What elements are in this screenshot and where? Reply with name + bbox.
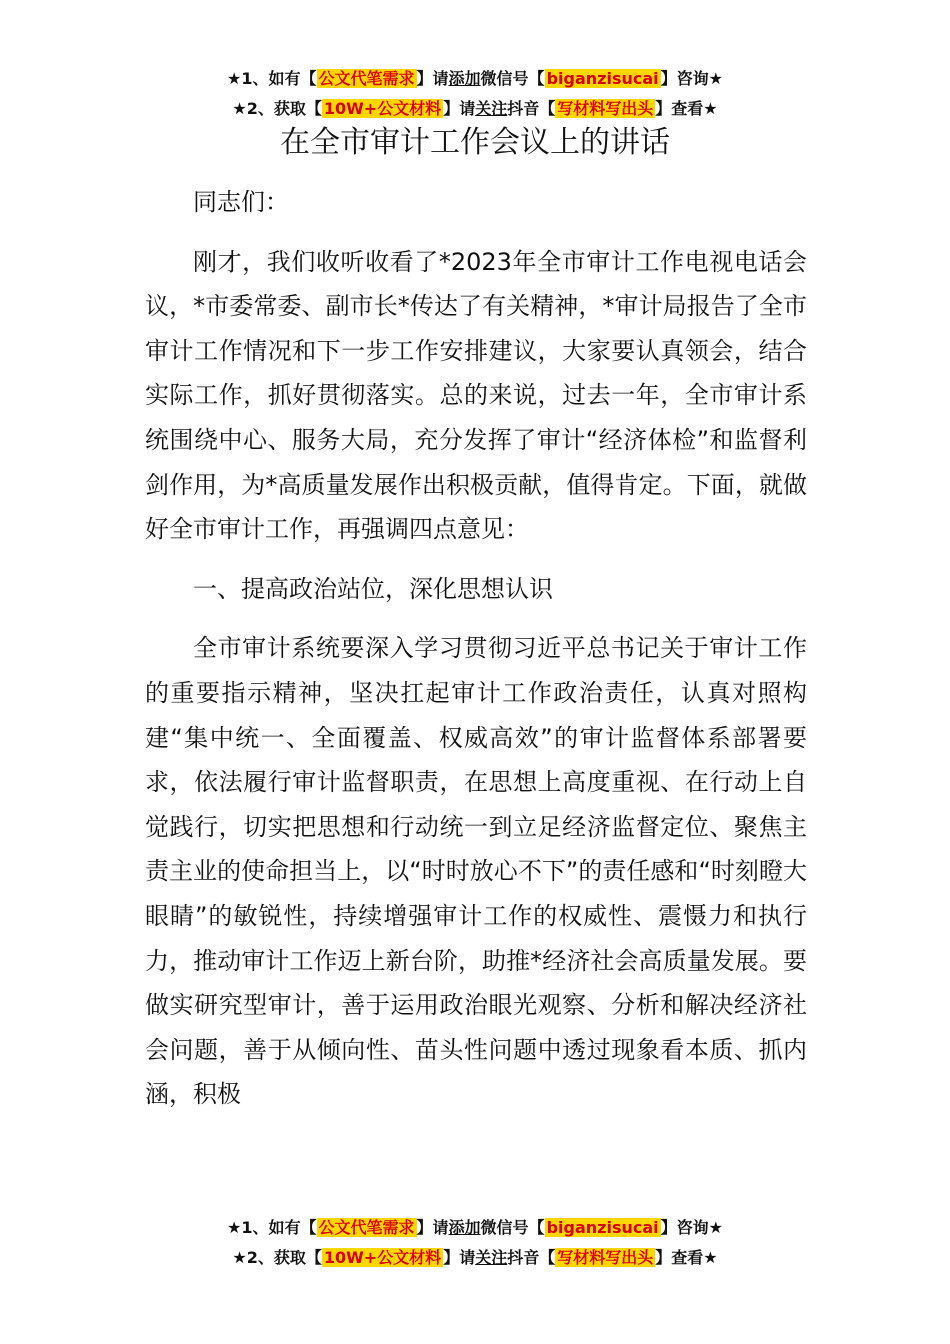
banner-highlight: 写材料写出头: [557, 99, 654, 118]
banner-text: 】咨询★: [660, 1218, 723, 1237]
banner-text: ★2、获取【: [232, 1248, 322, 1267]
banner-highlight: 公文代笔需求: [318, 1218, 415, 1237]
paragraph: 刚才，我们收听收看了*2023年全市审计工作电视电话会议，*市委常委、副市长*传达了有关精神，*审计局报告了全市审计工作情况和下一步工作安排建议，大家要认真领会，结合实际工作，抓好贯彻落实。总的来说，过去一年，全市审计系统围绕中心、服务大局，充分发挥了审计“经济体检”和监督利剑作用，为*高质量发展作出积极贡献，值得肯定。下面，就做好全市审计工作，再强调四点意见：: [145, 247, 807, 544]
banner-text: ★1、如有【: [227, 69, 317, 88]
banner-highlight: 10W+公文材料: [323, 1248, 442, 1267]
document-title: 在全市审计工作会议上的讲话: [280, 125, 670, 160]
paragraph: 全市审计系统要深入学习贯彻习近平总书记关于审计工作的重要指示精神，坚决扛起审计工作政治责任，认真对照构建“集中统一、全面覆盖、权威高效”的审计监督体系部署要求，依法履行审计监督职责，在思想上高度重视、在行动上自觉践行，切实把思想和行动统一到立足经济监督定位、聚焦主责主业的使命担当上，以“时时放心不下”的责任感和“时刻瞪大眼睛”的敏锐性，持续增强审计工作的权威性、震慑力和执行力，推动审计工作迈上新台阶，助推*经济社会高质量发展。要做实研究型审计，善于运用政治眼光观察、分析和解决经济社会问题，善于从倾向性、苗头性问题中透过现象看本质、抓内涵，积极: [145, 634, 807, 1109]
banner-underline: 关注: [475, 99, 508, 118]
salutation: 同志们：: [193, 188, 289, 216]
banner-text: ★2、获取【: [232, 99, 322, 118]
banner-text: 】请: [416, 69, 449, 88]
banner-underline: 关注: [475, 1248, 508, 1267]
banner-underline: 添加: [448, 69, 481, 88]
document-body: [145, 180, 807, 1117]
banner-line-2: [0, 1243, 950, 1273]
banner-text: 抖音【: [507, 99, 556, 118]
banner-text: 微信号【: [480, 1218, 545, 1237]
banner-text: 抖音【: [507, 1248, 556, 1267]
banner-underline: 添加: [448, 1218, 481, 1237]
section-heading: 一、提高政治站位，深化思想认识: [193, 574, 553, 603]
banner-text: ★1、如有【: [227, 1218, 317, 1237]
banner-text: 】查看★: [655, 99, 718, 118]
banner-line-1: [0, 1213, 950, 1243]
banner-line-1: [0, 64, 950, 94]
banner-text: 】请: [443, 1248, 476, 1267]
banner-highlight: biganzisucai: [546, 1218, 659, 1237]
header-banner: [0, 64, 950, 124]
banner-highlight: 写材料写出头: [557, 1248, 654, 1267]
banner-text: 】查看★: [655, 1248, 718, 1267]
footer-banner: [0, 1213, 950, 1273]
banner-highlight: biganzisucai: [546, 69, 659, 88]
banner-text: 微信号【: [480, 69, 545, 88]
banner-highlight: 公文代笔需求: [318, 69, 415, 88]
banner-text: 】咨询★: [660, 69, 723, 88]
banner-text: 】请: [443, 99, 476, 118]
banner-text: 】请: [416, 1218, 449, 1237]
banner-highlight: 10W+公文材料: [323, 99, 442, 118]
